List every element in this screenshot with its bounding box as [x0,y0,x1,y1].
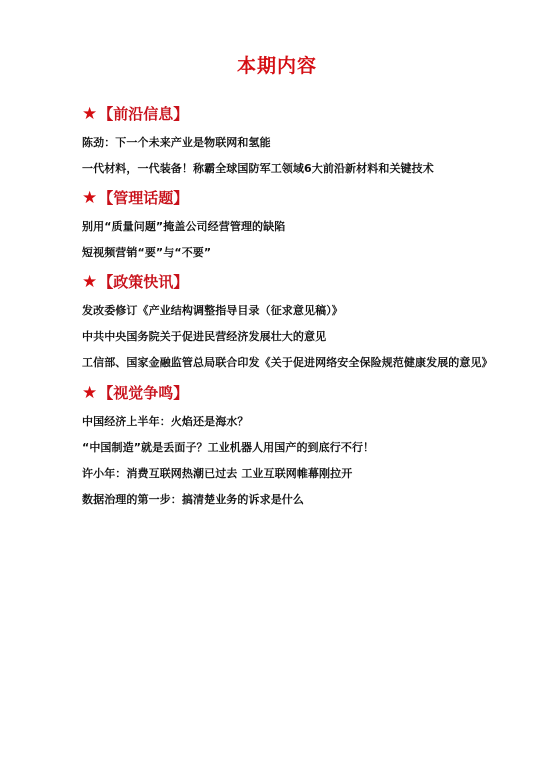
section-heading-label: 【前沿信息】 [98,105,189,123]
page-title: 本期内容 [236,55,317,77]
section-heading-label: 【政策快讯】 [98,273,189,291]
section-heading [82,382,522,404]
star-icon: ★ [82,104,98,124]
section-heading-label: 【管理话题】 [98,189,189,207]
list-item: 许小年：消费互联网热潮已过去 工业互联网帷幕刚拉开 [82,467,353,480]
list-item: 工信部、国家金融监管总局联合印发《关于促进网络安全保险规范健康发展的意见》 [82,356,493,369]
list-item: 陈劲：下一个未来产业是物联网和氢能 [82,136,271,149]
section-management-topics [82,187,522,261]
section-visual-debate [82,382,522,508]
section-heading [82,271,522,293]
star-icon: ★ [82,188,98,208]
star-icon: ★ [82,272,98,292]
list-item: 中国经济上半年：火焰还是海水？ [82,415,249,428]
section-heading [82,103,522,125]
list-item: 一代材料，一代装备！称霸全球国防军工领域6大前沿新材料和关键技术 [82,162,434,175]
section-heading-label: 【视觉争鸣】 [98,384,189,402]
list-item: 发改委修订《产业结构调整指导目录（征求意见稿）》 [82,304,343,317]
list-item: 短视频营销“要”与“不要” [82,246,212,259]
section-policy-news [82,271,522,371]
section-heading [82,187,522,209]
section-frontier-info [82,103,522,177]
list-item: 数据治理的第一步：搞清楚业务的诉求是什么 [82,493,304,506]
list-item: 中共中央国务院关于促进民营经济发展壮大的意见 [82,330,327,343]
list-item: “中国制造”就是丢面子？工业机器人用国产的到底行不行！ [82,441,375,454]
star-icon: ★ [82,383,98,403]
list-item: 别用“质量问题”掩盖公司经营管理的缺陷 [82,220,286,233]
